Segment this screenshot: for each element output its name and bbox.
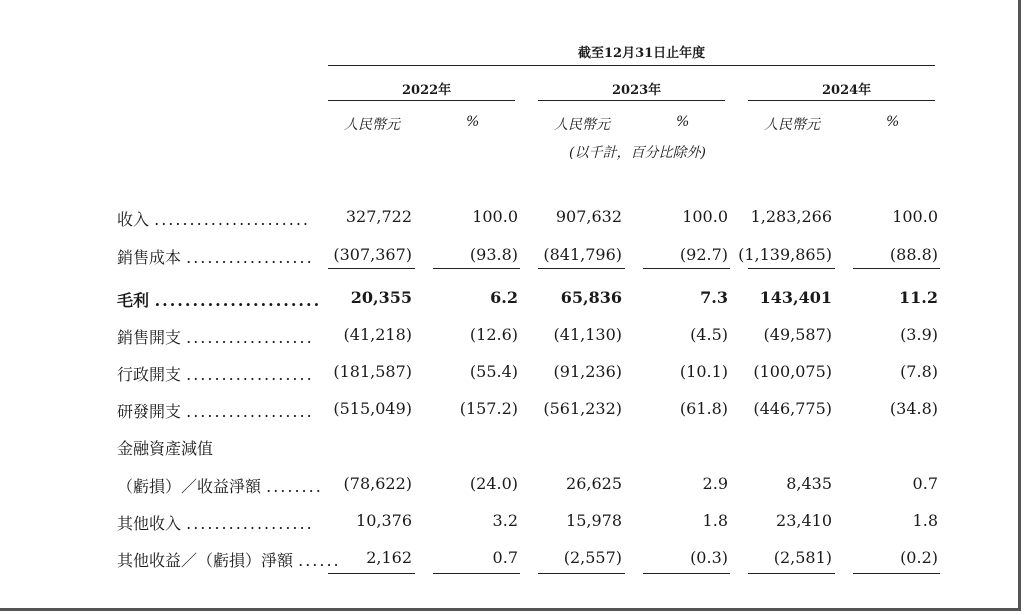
amount-cell: (78,622) (343, 474, 412, 493)
amount-cell: (41,130) (553, 325, 622, 344)
year-rule-2022 (328, 100, 515, 101)
row-label (117, 207, 310, 230)
row-label (117, 399, 314, 422)
row-label-text: 毛利 (117, 291, 150, 310)
amount-cell: (446,775) (753, 399, 832, 418)
percent-cell: 2.9 (702, 474, 728, 493)
subtotal-rule-4 (643, 268, 730, 269)
bottom-rule-6 (853, 573, 940, 574)
col-percent-2023: % (676, 114, 690, 130)
row-label (117, 511, 314, 534)
leader-dots: ...... (298, 551, 341, 570)
period-title: 截至12月31日止年度 (578, 46, 706, 61)
subtotal-rule-1 (328, 268, 415, 269)
amount-cell: (841,796) (543, 245, 622, 264)
row-label-text: 收入 (117, 210, 150, 229)
year-2023: 2023年 (612, 83, 662, 98)
amount-cell: (515,049) (333, 399, 412, 418)
row-label (117, 362, 314, 385)
amount-cell: 327,722 (345, 207, 412, 226)
unit-note: (以千計，百分比除外) (569, 145, 706, 161)
percent-cell: (157.2) (459, 399, 518, 418)
year-rule-2024 (748, 100, 935, 101)
amount-cell: (561,232) (543, 399, 622, 418)
percent-cell: (93.8) (469, 245, 518, 264)
percent-cell: (34.8) (889, 399, 938, 418)
amount-cell: 1,283,266 (750, 207, 832, 226)
bottom-rule-1 (328, 573, 415, 574)
percent-cell: (12.6) (469, 325, 518, 344)
amount-cell: 23,410 (776, 511, 832, 530)
row-label-text: 金融資產減值 (117, 439, 214, 458)
amount-cell: 2,162 (366, 548, 412, 567)
percent-cell: 7.3 (700, 288, 728, 307)
row-label (117, 436, 307, 459)
subtotal-rule-3 (538, 268, 625, 269)
row-label-text: 銷售成本 (117, 248, 182, 267)
percent-cell: 100.0 (472, 207, 518, 226)
leader-dots: ...................... (154, 291, 322, 310)
col-percent-2022: % (466, 114, 480, 130)
col-currency-2023: 人民幣元 (554, 117, 610, 133)
row-label (117, 325, 314, 348)
percent-cell: 0.7 (492, 548, 518, 567)
bottom-rule-5 (748, 573, 835, 574)
amount-cell: (2,581) (773, 548, 832, 567)
row-label-text: 其他收益／（虧損）淨額 (117, 551, 294, 570)
row-label-text: 行政開支 (117, 365, 182, 384)
col-currency-2024: 人民幣元 (764, 117, 820, 133)
percent-cell: 6.2 (490, 288, 518, 307)
year-rule-2023 (538, 100, 725, 101)
row-label (117, 288, 322, 311)
percent-cell: 3.2 (492, 511, 518, 530)
amount-cell: (41,218) (343, 325, 412, 344)
subtotal-rule-5 (748, 268, 835, 269)
subtotal-rule-6 (853, 268, 940, 269)
percent-cell: (10.1) (679, 362, 728, 381)
leader-dots: ........ (266, 477, 323, 496)
amount-cell: (2,557) (563, 548, 622, 567)
percent-cell: (55.4) (469, 362, 518, 381)
amount-cell: 143,401 (759, 288, 832, 307)
percent-cell: 1.8 (702, 511, 728, 530)
percent-cell: (0.3) (690, 548, 728, 567)
percent-cell: 11.2 (899, 288, 938, 307)
row-label-text: （虧損）／收益淨額 (117, 477, 262, 496)
percent-cell: 1.8 (912, 511, 938, 530)
percent-cell: (24.0) (469, 474, 518, 493)
bottom-rule-4 (643, 573, 730, 574)
amount-cell: (100,075) (753, 362, 832, 381)
percent-cell: (7.8) (900, 362, 938, 381)
amount-cell: 26,625 (566, 474, 622, 493)
amount-cell: 907,632 (555, 207, 622, 226)
amount-cell: (1,139,865) (738, 245, 832, 264)
row-label-text: 其他收入 (117, 514, 182, 533)
col-percent-2024: % (886, 114, 900, 130)
amount-cell: (91,236) (553, 362, 622, 381)
leader-dots: .................. (186, 402, 314, 421)
amount-cell: (49,587) (763, 325, 832, 344)
leader-dots: .................. (186, 514, 314, 533)
row-label (117, 548, 341, 571)
amount-cell: 20,355 (350, 288, 412, 307)
subtotal-rule-2 (433, 268, 520, 269)
percent-cell: (92.7) (679, 245, 728, 264)
leader-dots: ...................... (154, 210, 310, 229)
percent-cell: (88.8) (889, 245, 938, 264)
percent-cell: (3.9) (900, 325, 938, 344)
period-rule (328, 65, 935, 66)
percent-cell: 100.0 (682, 207, 728, 226)
amount-cell: 8,435 (786, 474, 832, 493)
bottom-rule-2 (433, 573, 520, 574)
row-label-text: 研發開支 (117, 402, 182, 421)
percent-cell: 100.0 (892, 207, 938, 226)
year-2024: 2024年 (822, 83, 872, 98)
amount-cell: 15,978 (566, 511, 622, 530)
leader-dots: .................. (186, 328, 314, 347)
percent-cell: 0.7 (912, 474, 938, 493)
row-label-text: 銷售開支 (117, 328, 182, 347)
amount-cell: 65,836 (560, 288, 622, 307)
amount-cell: (181,587) (333, 362, 412, 381)
bottom-rule-3 (538, 573, 625, 574)
leader-dots: .................. (186, 248, 314, 267)
col-currency-2022: 人民幣元 (344, 117, 400, 133)
amount-cell: (307,367) (333, 245, 412, 264)
percent-cell: (61.8) (679, 399, 728, 418)
percent-cell: (4.5) (690, 325, 728, 344)
amount-cell: 10,376 (356, 511, 412, 530)
leader-dots: .................. (186, 365, 314, 384)
year-2022: 2022年 (402, 83, 452, 98)
row-label (117, 245, 314, 268)
percent-cell: (0.2) (900, 548, 938, 567)
row-label (117, 474, 323, 497)
